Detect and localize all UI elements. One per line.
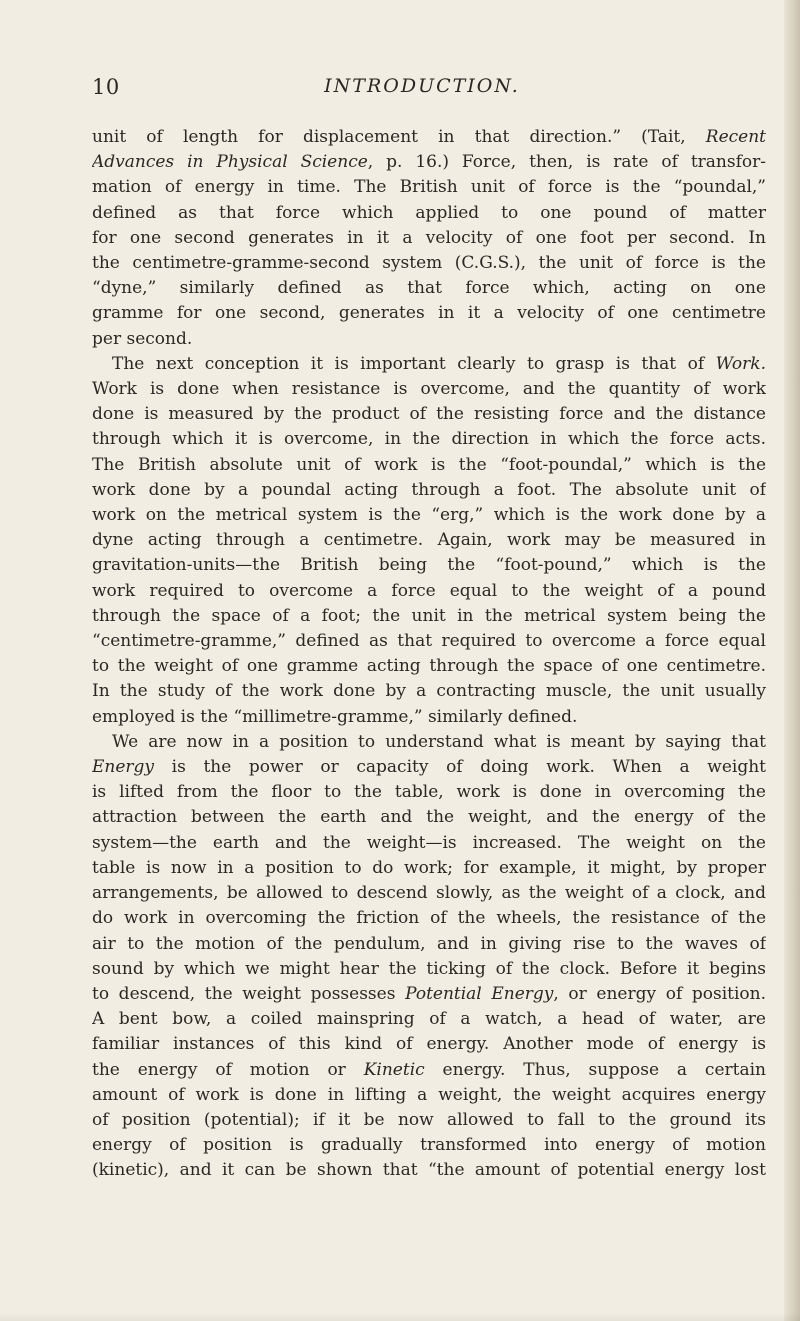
text-line: (kinetic), and it can be shown that “the amount of potential energy lost [92,1160,766,1181]
text-line: A bent bow, a coiled mainspring of a watch, a head of water, are [92,1009,766,1030]
text-line: do work in overcoming the friction of the wheels, the resistance of the [92,908,766,929]
text-line: table is now in a position to do work; for example, it might, by proper [92,857,766,878]
text-line: air to the motion of the pendulum, and in giving rise to the waves of [92,933,766,954]
page-edge [784,0,800,1321]
text-line: through which it is overcome, in the direction in which the force acts. [92,429,766,450]
text-line: is lifted from the floor to the table, work is done in overcoming the [92,782,766,803]
running-head: INTRODUCTION. [324,75,520,97]
body-text [92,125,766,1184]
text-line: to the weight of one gramme acting through the space of one centimetre. [92,656,766,677]
text-line: done is measured by the product of the resisting force and the distance [92,404,766,425]
text-line: through the space of a foot; the unit in the metrical system being the [92,605,766,626]
page-header [92,75,732,103]
text-line: for one second generates in it a velocity of one foot per second. In [92,227,766,248]
text-line: the energy of motion or Kinetic energy. Thus, suppose a certain [92,1059,766,1080]
text-line: The British absolute unit of work is the “foot-poundal,” which is the [92,454,766,475]
text-line: defined as that force which applied to one pound of matter [92,202,766,223]
page-shadow [0,1313,800,1321]
text-line: gravitation-units—the British being the “foot-pound,” which is the [92,555,766,576]
text-line: per second. [92,328,193,349]
text-line: amount of work is done in lifting a weight, the weight acquires energy [92,1084,766,1105]
text-line: familiar instances of this kind of energy. Another mode of energy is [92,1034,766,1055]
text-line: Advances in Physical Science, p. 16.) Force, then, is rate of transfor- [92,152,766,173]
text-line: In the study of the work done by a contracting muscle, the unit usually [92,681,766,702]
page-number: 10 [92,75,120,99]
text-line: Work is done when resistance is overcome, and the quantity of work [92,379,766,400]
text-line: work required to overcome a force equal to the weight of a pound [92,580,766,601]
text-line: The next conception it is important clearly to grasp is that of Work. [112,353,766,374]
text-line: mation of energy in time. The British unit of force is the “poundal,” [92,177,766,198]
text-line: “dyne,” similarly defined as that force which, acting on one [92,278,766,299]
text-line: attraction between the earth and the weight, and the energy of the [92,807,766,828]
text-line: work done by a poundal acting through a foot. The absolute unit of [92,479,766,500]
text-line: dyne acting through a centimetre. Again, work may be measured in [92,530,766,551]
text-line: “centimetre-gramme,” defined as that required to overcome a force equal [92,631,766,652]
text-line: of position (potential); if it be now allowed to fall to the ground its [92,1109,766,1130]
text-line: to descend, the weight possesses Potential Energy, or energy of position. [92,983,766,1004]
text-line: energy of position is gradually transformed into energy of motion [92,1135,766,1156]
text-line: unit of length for displacement in that direction.” (Tait, Recent [92,127,766,147]
text-line: arrangements, be allowed to descend slowly, as the weight of a clock, and [92,883,766,904]
text-line: We are now in a position to understand what is meant by saying that [112,731,766,752]
text-line: employed is the “millimetre-gramme,” similarly defined. [92,706,578,727]
text-line: work on the metrical system is the “erg,” which is the work done by a [92,505,766,526]
text-line: the centimetre-gramme-second system (C.G.S.), the unit of force is the [92,253,766,274]
text-line: system—the earth and the weight—is increased. The weight on the [92,832,766,853]
text-line: sound by which we might hear the ticking of the clock. Before it begins [92,958,766,979]
text-line: Energy is the power or capacity of doing work. When a weight [92,757,766,778]
text-line: gramme for one second, generates in it a velocity of one centimetre [92,303,766,324]
